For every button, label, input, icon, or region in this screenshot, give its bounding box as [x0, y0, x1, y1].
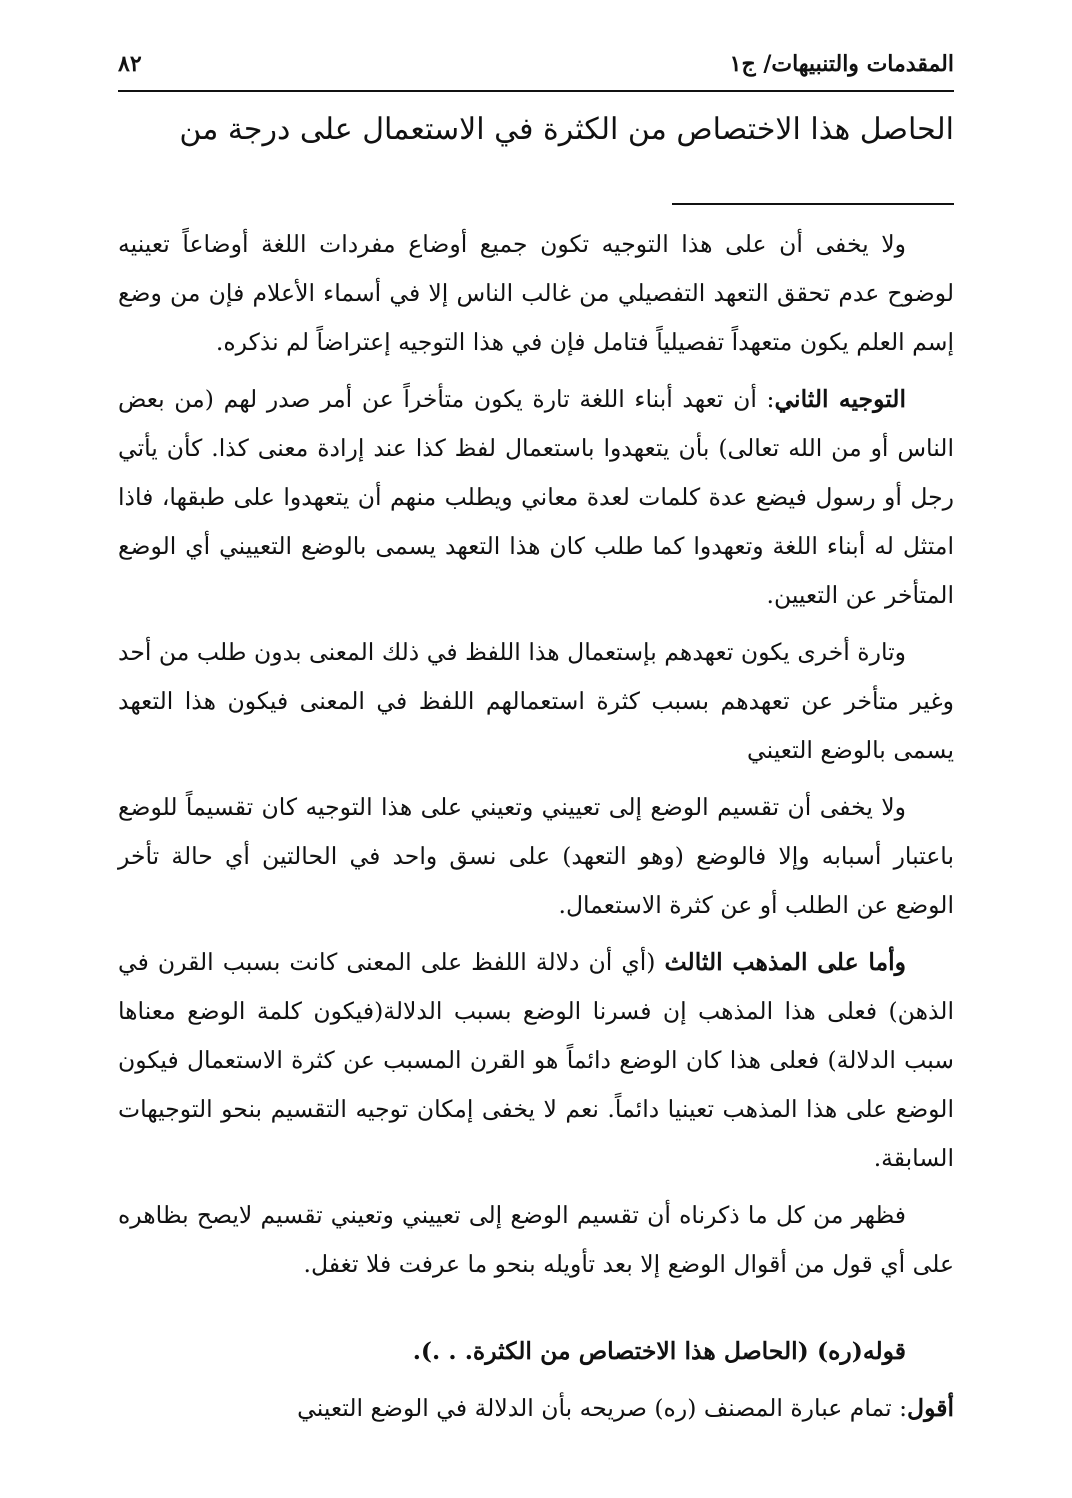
- paragraph-text: ولا يخفى أن تقسيم الوضع إلى تعييني وتعيني على هذا التوجيه كان تقسيماً للوضع باعتبار أسبابه وإلا فالوضع (وهو التعهد) على نسق واحد في الحالتين أي حالة تأخر الوضع عن الطلب أو عن كثرة الاستعمال.: [118, 793, 954, 919]
- paragraph-lead: التوجيه الثاني: [774, 385, 907, 413]
- paragraph-text: وتارة أخرى يكون تعهدهم بإستعمال هذا اللفظ في ذلك المعنى بدون طلب من أحد وغير متأخر عن تعهدهم بسبب كثرة استعمالهم اللفظ في المعنى فيكون هذا التعهد يسمى بالوضع التعيني: [118, 638, 954, 764]
- paragraph-text: : أن تعهد أبناء اللغة تارة يكون متأخراً عن أمر صدر لهم (من بعض الناس أو من الله تعالى) بأن يتعهدوا باستعمال لفظ كذا عند إرادة معنى كذا. كأن يأتي رجل أو رسول فيضع عدة كلمات لعدة معاني ويطلب منهم أن يتعهدوا على طبقها، فاذا امتثل له أبناء اللغة وتعهدوا كما طلب كان هذا التعهد يسمى بالوضع التعييني أي الوضع المتأخر عن التعيين.: [118, 385, 954, 609]
- quote-heading: [118, 1327, 954, 1376]
- paragraph-text: فظهر من كل ما ذكرناه أن تقسيم الوضع إلى تعييني وتعيني تقسيم لايصح بظاهره على أي قول من أقوال الوضع إلا بعد تأويله بنحو ما عرفت فلا تغفل.: [118, 1201, 954, 1278]
- paragraph-text: : تمام عبارة المصنف (ره) صريحه بأن الدلالة في الوضع التعيني: [297, 1394, 908, 1422]
- page-number: ٨٢: [118, 51, 142, 77]
- paragraph: [118, 938, 954, 1183]
- commentary-section: [118, 220, 954, 1441]
- paragraph: [118, 1384, 954, 1433]
- paragraph-lead: أقول: [907, 1394, 954, 1422]
- paragraph: [118, 220, 954, 367]
- paragraph: [118, 1191, 954, 1289]
- main-text: الحاصل هذا الاختصاص من الكثرة في الاستعمال على درجة من: [179, 112, 954, 147]
- paragraph: [118, 783, 954, 930]
- paragraph: [118, 375, 954, 620]
- running-title: المقدمات والتنبيهات/ ج١: [729, 51, 954, 77]
- page-header: [118, 40, 954, 88]
- paragraph-lead: وأما على المذهب الثالث: [664, 948, 906, 976]
- footnote-divider: [672, 203, 954, 205]
- header-divider: [118, 90, 954, 92]
- paragraph-text: ولا يخفى أن على هذا التوجيه تكون جميع أوضاع مفردات اللغة أوضاعاً تعينيه لوضوح عدم تحقق التعهد التفصيلي من غالب الناس إلا في أسماء الأعلام فإن من وضع إسم العلم يكون متعهداً تفصيلياً فتامل فإن في هذا التوجيه إعتراضاً لم نذكره.: [118, 230, 954, 356]
- paragraph: [118, 628, 954, 775]
- quote-lead: قوله(ره) (الحاصل هذا الاختصاص من الكثرة. . .).: [412, 1337, 906, 1365]
- paragraph-text: (أي أن دلالة اللفظ على المعنى كانت بسبب القرن في الذهن) فعلى هذا المذهب إن فسرنا الوضع بسبب الدلالة(فيكون كلمة الوضع معناها سبب الدلالة) فعلى هذا كان الوضع دائماً هو القرن المسبب عن كثرة الاستعمال فيكون الوضع على هذا المذهب تعينيا دائماً. نعم لا يخفى إمكان توجيه التقسيم بنحو التوجيهات السابقة.: [118, 948, 954, 1172]
